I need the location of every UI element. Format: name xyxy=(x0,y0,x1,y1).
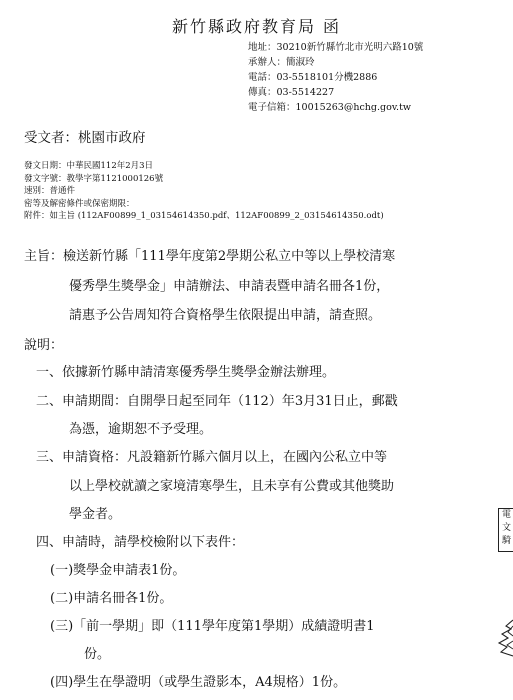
sub-item-2: (二)申請名冊各1份。 xyxy=(50,591,173,606)
fax-line: 傳真：03-5514227 xyxy=(248,87,335,98)
explanation-label: 說明： xyxy=(24,338,64,353)
address-line: 地址：30210新竹縣竹北市光明六路10號 xyxy=(248,42,424,53)
stamp-char-2: 文 xyxy=(501,523,511,533)
explanation-item-2-line-1: 二、申請期間：自開學日起至同年（112）年3月31日止，郵戳 xyxy=(36,394,398,409)
explanation-item-4: 四、申請時，請學校檢附以下表件： xyxy=(36,535,245,550)
attachment-line: 附件：如主旨 (112AF00899_1_03154614350.pdf、112AF00899_2_03154614350.odt) xyxy=(24,211,384,222)
phone-line: 電話：03-5518101分機2886 xyxy=(248,72,378,83)
sub-item-3-line-1: (三)「前一學期」即（111學年度第1學期）成績證明書1 xyxy=(50,619,375,634)
seal-icon xyxy=(493,616,513,660)
speed-line: 速別：普通件 xyxy=(24,186,76,197)
sub-item-3-line-2: 份。 xyxy=(84,647,111,662)
email-line: 電子信箱：10015263@hchg.gov.tw xyxy=(248,102,412,113)
subject-line-2: 優秀學生獎學金」申請辦法、申請表暨申請名冊各1份， xyxy=(69,279,390,294)
contact-block xyxy=(248,40,423,115)
stamp-char-1: 電 xyxy=(501,510,511,520)
subject-line-3: 請惠予公告周知符合資格學生依限提出申請，請查照。 xyxy=(69,308,382,323)
explanation-item-3-line-2: 以上學校就讀之家境清寒學生，且未享有公費或其他獎助 xyxy=(69,479,395,494)
recipient-line: 受文者：桃園市政府 xyxy=(24,130,146,146)
handler-line: 承辦人：簡淑玲 xyxy=(248,57,315,68)
meta-block xyxy=(24,160,384,223)
security-line: 密等及解密條件或保密期限： xyxy=(24,198,135,209)
sub-item-1: (一)獎學金申請表1份。 xyxy=(50,563,186,578)
explanation-item-1: 一、依據新竹縣申請清寒優秀學生獎學金辦法辦理。 xyxy=(36,365,336,380)
electronic-stamp xyxy=(498,508,513,552)
explanation-item-2-line-2: 為憑，逾期恕不予受理。 xyxy=(69,422,213,437)
explanation-item-3-line-1: 三、申請資格：凡設籍新竹縣六個月以上，在國內公私立中等 xyxy=(36,450,388,465)
sub-item-4: (四)學生在學證明（或學生證影本，A4規格）1份。 xyxy=(50,675,347,690)
date-line: 發文日期：中華民國112年2月3日 xyxy=(24,161,154,171)
stamp-char-3: 騎 xyxy=(501,536,511,546)
document-title: 新竹縣政府教育局 函 xyxy=(171,17,342,36)
subject-line-1: 主旨：檢送新竹縣「111學年度第2學期公私立中等以上學校清寒 xyxy=(24,249,396,264)
explanation-item-3-line-3: 學金者。 xyxy=(69,507,122,522)
doc-number-line: 發文字號：教學字第1121000126號 xyxy=(24,173,164,184)
